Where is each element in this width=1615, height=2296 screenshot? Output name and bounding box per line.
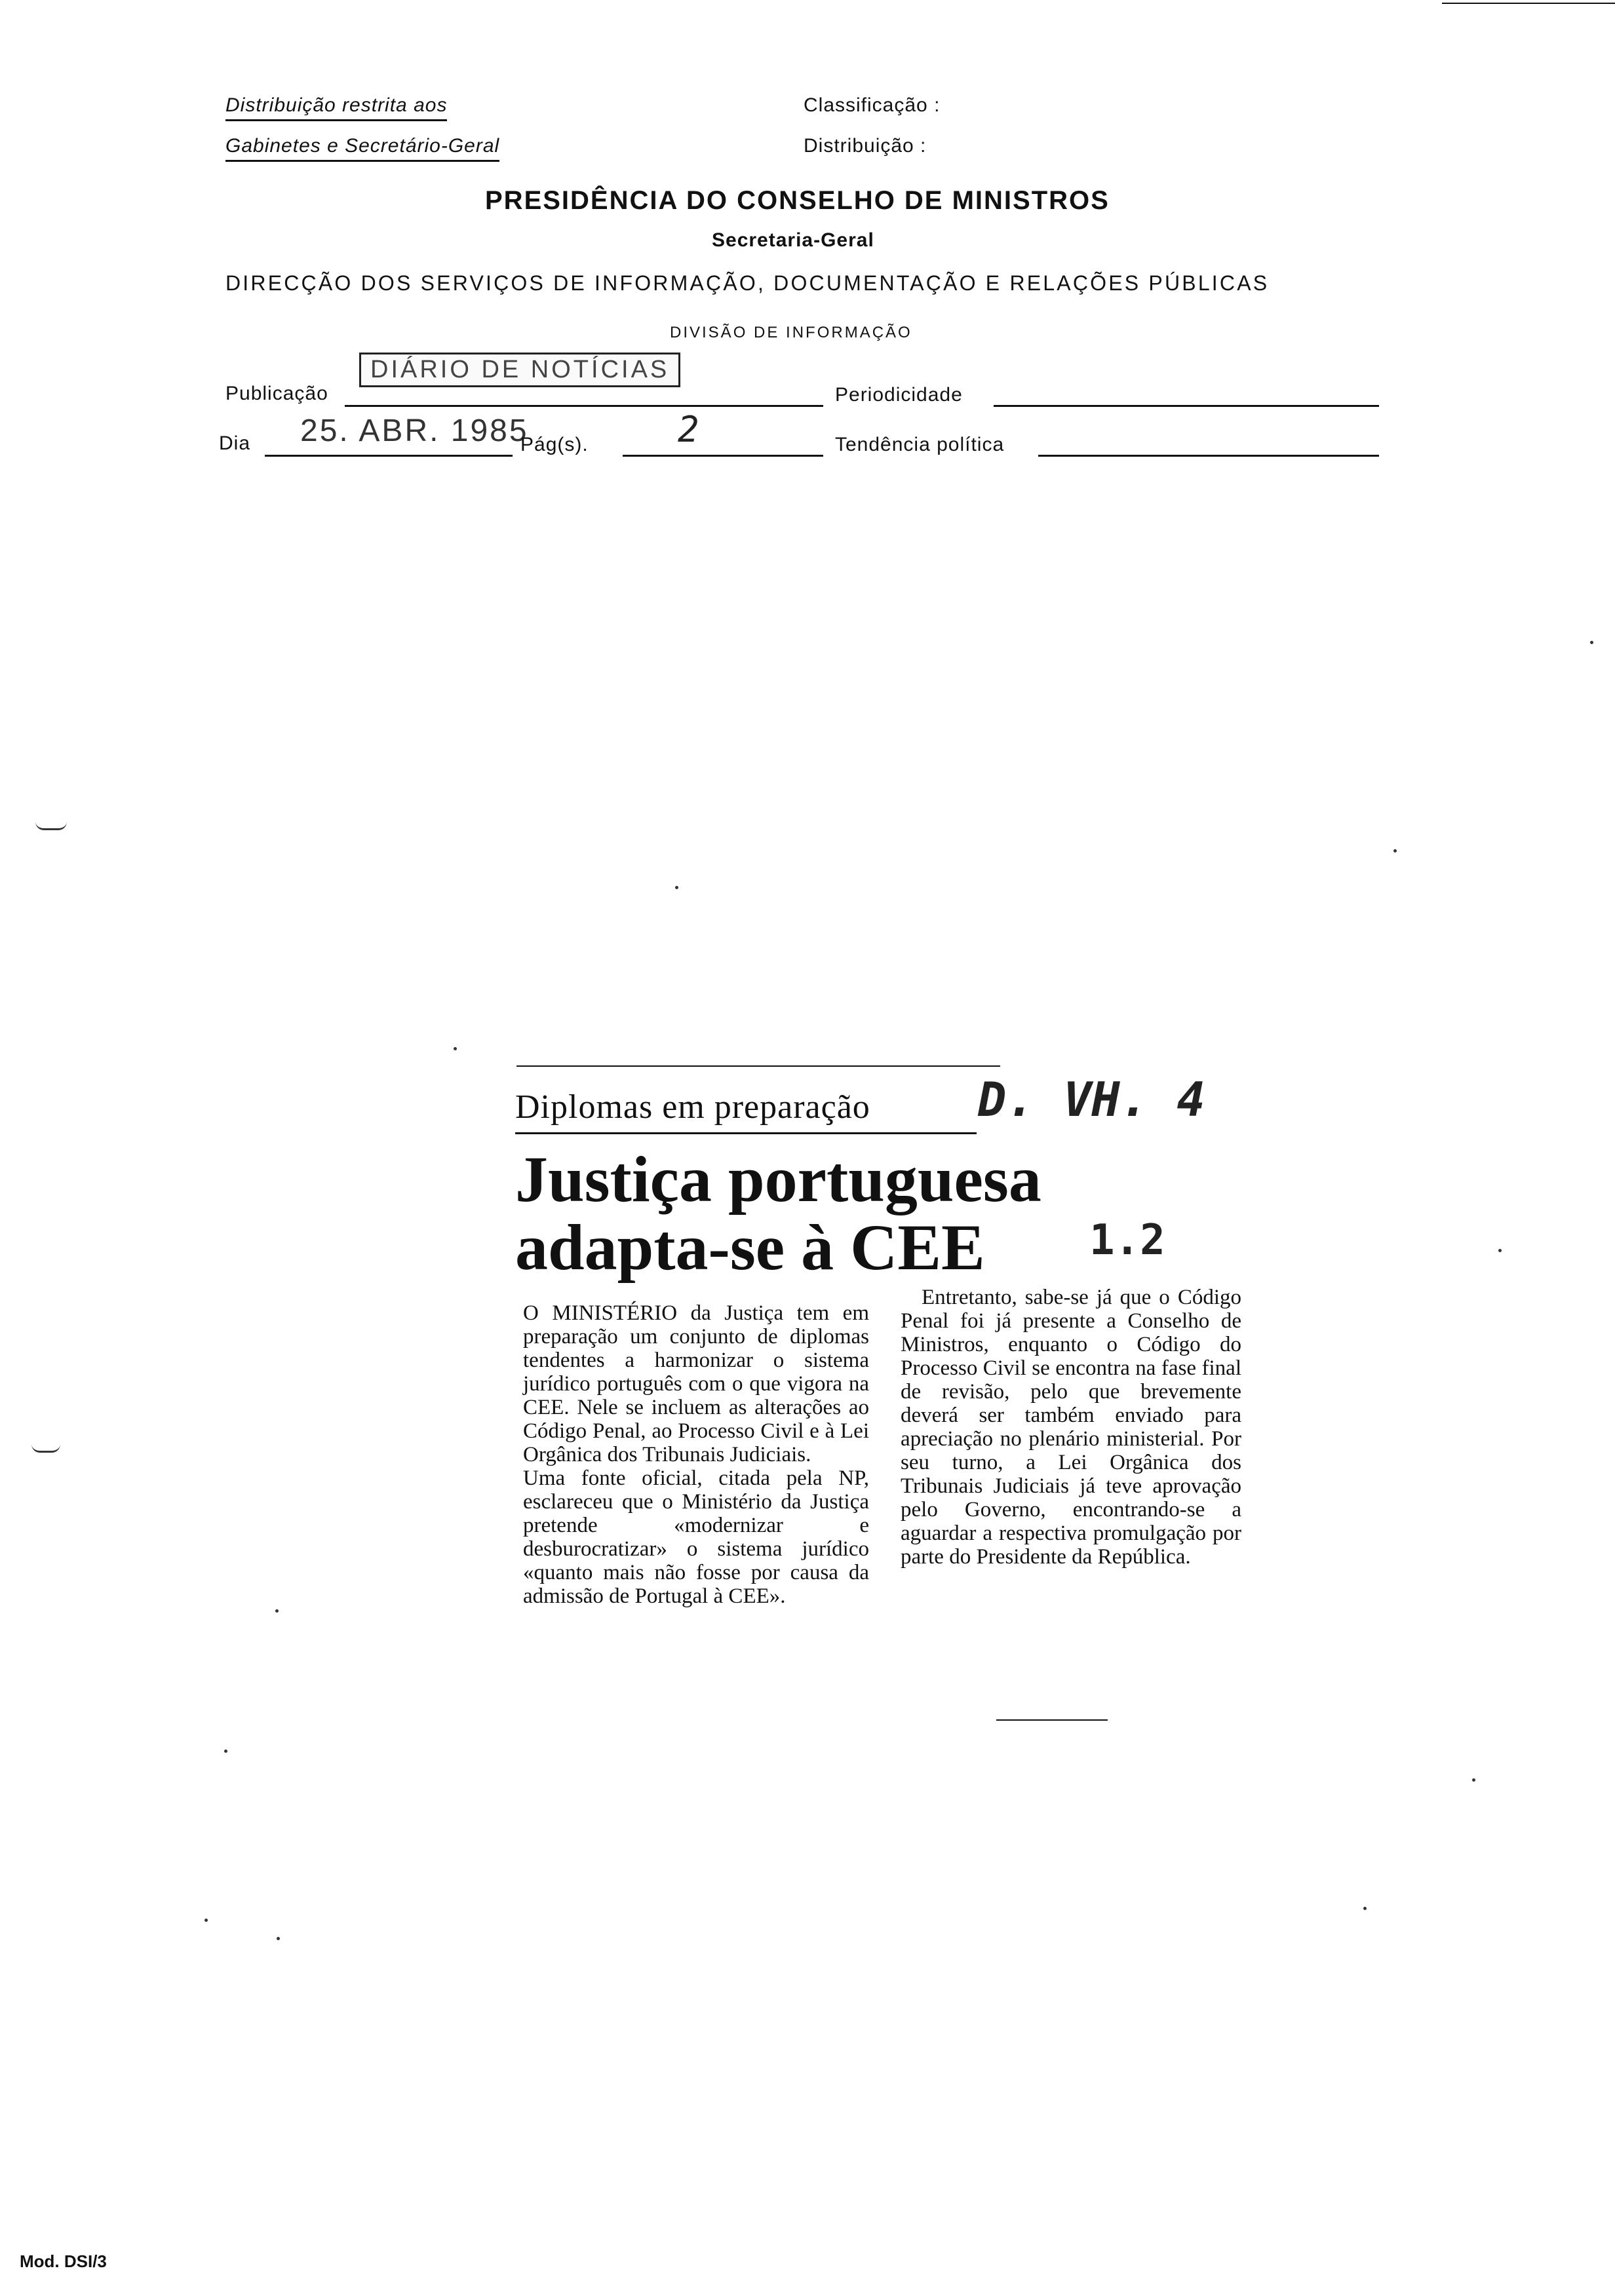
kicker-underline [515,1132,977,1134]
article-end-rule [996,1719,1108,1721]
pages-handwritten: 2 [678,409,699,450]
scan-speck [454,1047,457,1050]
scan-speck [1393,849,1397,852]
edge-mark [1442,3,1615,4]
day-label: Dia [219,432,251,454]
scan-mark [35,822,67,830]
pages-underline [623,455,823,457]
distribution-note-line2: Gabinetes e Secretário-Geral [225,135,499,162]
distribution-label: Distribuição : [804,135,927,157]
article-headline: Justiça portuguesa adapta-se à CEE [515,1143,1041,1284]
article-paragraph: Entretanto, sabe-se já que o Código Penal foi já presente a Conselho de Ministros, enquanto o Código do Processo Civil se encontra na fase final de revisão, pelo que brevemente deverá ser também enviado para apreciação no plenário ministerial. Por seu turno, a Lei Orgânica dos Tribunais Judiciais já teve aprovação pelo Governo, encontrando-se a aguardar a respectiva promulgação por parte do Presidente da República. [901,1286,1241,1569]
day-stamp: 25. ABR. 1985 [300,413,529,448]
scan-speck [224,1750,227,1753]
form-model-code: Mod. DSI/3 [20,2251,107,2271]
scan-speck [1590,641,1593,644]
directorate-line: DIRECÇÃO DOS SERVIÇOS DE INFORMAÇÃO, DOCUMENTAÇÃO E RELAÇÕES PÚBLICAS [225,271,1270,295]
article-kicker: Diplomas em preparação [515,1088,870,1126]
scan-speck [204,1919,208,1922]
political-underline [1038,455,1379,457]
handwritten-reference: D. VH. 4 [978,1072,1205,1127]
periodicity-label: Periodicidade [835,384,963,406]
scan-speck [1498,1249,1502,1252]
article-paragraph: Uma fonte oficial, citada pela NP, esclareceu que o Ministério da Justiça pretende «modernizar e desburocratizar» o sistema jurídico «quanto mais não fosse por causa da admissão de Portugal à CEE». [523,1466,869,1608]
day-underline [265,455,513,457]
publication-stamp: DIÁRIO DE NOTÍCIAS [359,353,680,387]
scan-speck [675,886,678,889]
publication-underline [345,405,823,407]
article-column-right [901,1286,1241,1569]
scan-speck [277,1937,280,1940]
scan-speck [275,1609,279,1613]
scan-speck [1363,1907,1367,1910]
article-column-left [523,1301,869,1608]
scan-speck [1472,1778,1475,1782]
clipping-top-rule [516,1065,1000,1067]
handwritten-number: 1.2 [1089,1216,1165,1265]
scan-mark [31,1444,60,1453]
periodicity-underline [994,405,1379,407]
distribution-note-line1: Distribuição restrita aos [225,94,447,121]
article-paragraph: O MINISTÉRIO da Justiça tem em preparação um conjunto de diplomas tendentes a harmonizar o sistema jurídico português com o que vigora na CEE. Nele se incluem as alterações ao Código Penal, ao Processo Civil e à Lei Orgânica dos Tribunais Judiciais. [523,1301,869,1466]
document-subtitle: Secretaria-Geral [712,229,874,251]
division-line: DIVISÃO DE INFORMAÇÃO [670,324,912,341]
classification-label: Classificação : [804,94,941,116]
political-label: Tendência política [835,434,1005,455]
pages-label: Pág(s). [520,434,589,455]
publication-label: Publicação [225,383,328,404]
document-title: PRESIDÊNCIA DO CONSELHO DE MINISTROS [485,186,1110,215]
